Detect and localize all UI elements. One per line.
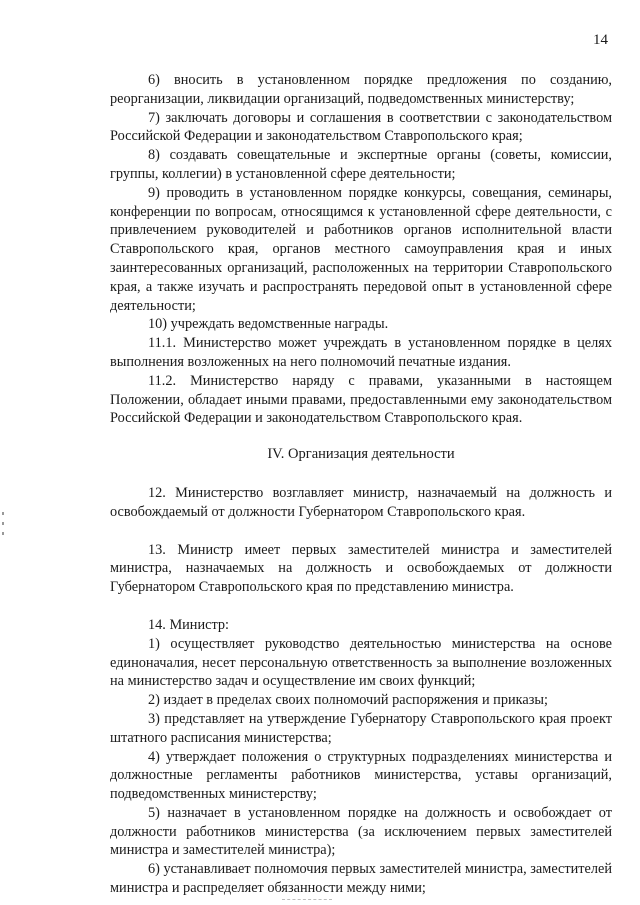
paragraph-12: 12. Министерство возглавляет министр, назначаемый на должность и освобождаемый от должности Губернатором Ставропольского края. <box>110 484 612 520</box>
paragraph-14-intro: 14. Министр: <box>148 616 229 633</box>
paragraph-item-6: 6) вносить в установленном порядке предложения по созданию, реорганизации, ликвидации организаций, подведомственных министерству; <box>110 72 612 107</box>
paragraph-11-1: 11.1. Министерство может учреждать в установленном порядке в целях выполнения возложенных на него полномочий печатные издания. <box>110 335 612 370</box>
paragraph-14-item-4: 4) утверждает положения о структурных подразделениях министерства и должностные регламенты работников министерства, уставы организаций, подведомственных министерству; <box>110 748 612 803</box>
paragraph-14-item-2: 2) издает в пределах своих полномочий распоряжения и приказы; <box>148 692 548 709</box>
section-heading: IV. Организация деятельности <box>267 446 455 463</box>
document-body <box>110 71 612 898</box>
paragraph-item-7: 7) заключать договоры и соглашения в соответствии с законодательством Российской Федерации и законодательством Ставропольского края; <box>110 109 612 145</box>
paragraph-14-item-5: 5) назначает в установленном порядке на должность и освобождает от должности работников министерства (за исключением первых заместителей министра и заместителей министра); <box>110 804 612 859</box>
paragraph-item-10: 10) учреждать ведомственные награды. <box>148 316 389 333</box>
scan-margin-mark <box>2 532 4 535</box>
scan-margin-mark <box>2 522 4 525</box>
bottom-rule <box>282 899 332 901</box>
page-number: 14 <box>593 32 608 48</box>
paragraph-11-2: 11.2. Министерство наряду с правами, указанными в настоящем Положении, обладает иными правами, предоставленными ему законодательством Российской Федерации и законодательством Ставропольского края. <box>110 372 612 427</box>
paragraph-14-item-3: 3) представляет на утверждение Губернатору Ставропольского края проект штатного расписания министерства; <box>110 710 612 746</box>
paragraph-14-item-6: 6) устанавливает полномочия первых заместителей министра, заместителей министра и распределяет обязанности между ними; <box>110 861 612 897</box>
paragraph-13: 13. Министр имеет первых заместителей министра и заместителей министра, назначаемых на должность и освобождаемых от должности Губернатором Ставропольского края по представлению министра. <box>110 541 612 596</box>
paragraph-14-item-1: 1) осуществляет руководство деятельностью министерства на основе единоначалия, несет персональную ответственность за выполнение возложенных на министерство задач и осуществление им своих функций; <box>110 635 612 690</box>
paragraph-item-9: 9) проводить в установленном порядке конкурсы, совещания, семинары, конференции по вопросам, относящимся к установленной сфере деятельности, с привлечением руководителей и работников органов исполнительной власти Ставропольского края, органов местного самоуправления края и иных заинтересованных организаций, расположенных на территории Ставропольского края, а также изучать и распространять передовой опыт в установленной сфере деятельности; <box>110 184 612 314</box>
paragraph-item-8: 8) создавать совещательные и экспертные органы (советы, комиссии, группы, коллегии) в установленной сфере деятельности; <box>110 147 612 182</box>
scan-margin-mark <box>2 512 4 515</box>
